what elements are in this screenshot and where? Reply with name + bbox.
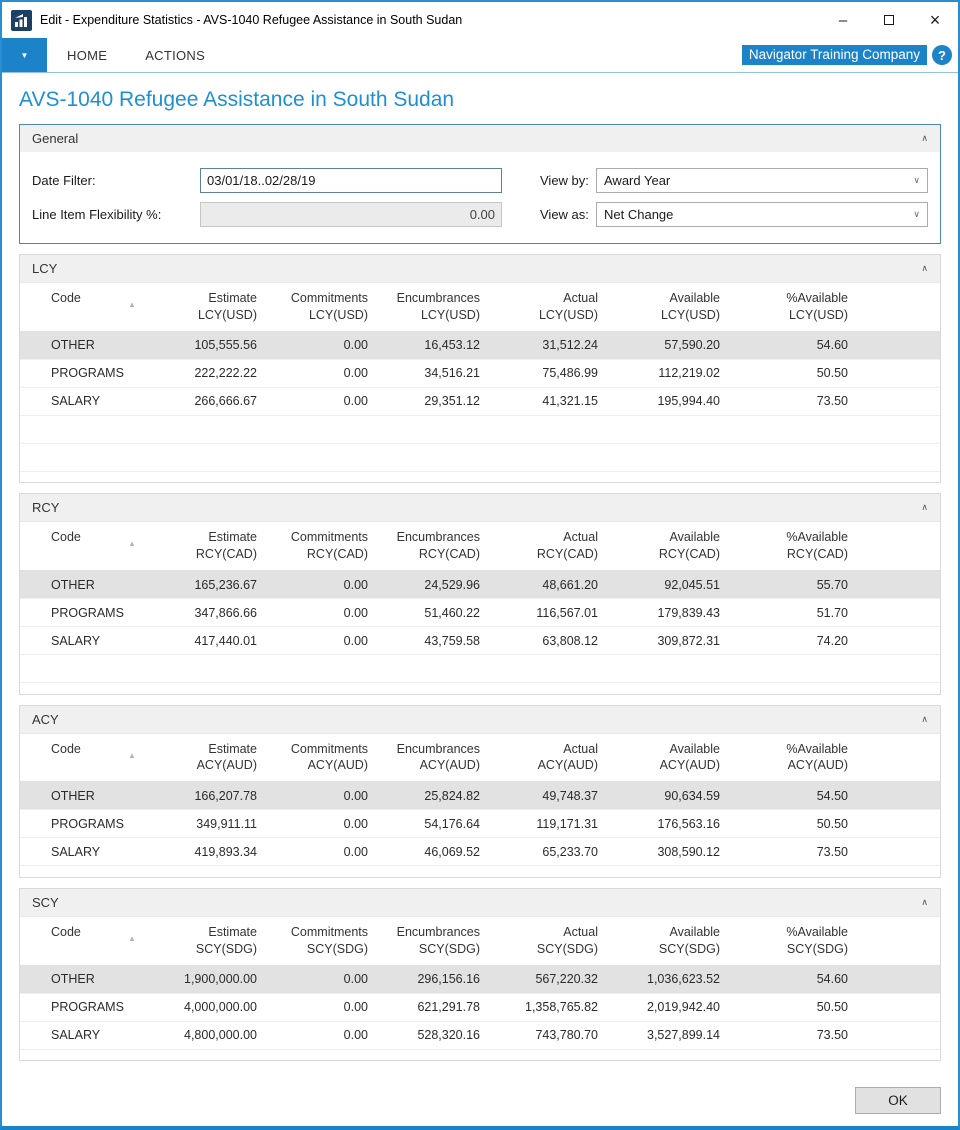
grid-header-row (20, 522, 940, 571)
table-row[interactable] (20, 387, 940, 415)
column-header[interactable] (608, 733, 730, 782)
page-title: AVS-1040 Refugee Assistance in South Sudan (19, 88, 455, 111)
row-code: SALARY (20, 387, 170, 415)
column-label: Code (51, 530, 81, 545)
company-badge[interactable]: Navigator Training Company (742, 45, 927, 65)
flexibility-input (200, 202, 502, 227)
row-value: 51,460.22 (378, 599, 490, 627)
column-label: Code (51, 291, 81, 305)
fasttab-currency (19, 705, 941, 878)
row-code: OTHER (20, 965, 170, 993)
app-menu-button[interactable] (2, 38, 47, 72)
content (2, 73, 958, 1126)
column-header[interactable] (378, 522, 490, 571)
row-value: 50.50 (730, 810, 858, 838)
column-label: Encumbrances (396, 924, 480, 939)
column-header[interactable] (170, 733, 267, 782)
row-value: 24,529.96 (378, 571, 490, 599)
row-value: 116,567.01 (490, 599, 608, 627)
column-currency-label: LCY(USD) (197, 307, 257, 322)
row-value: 57,590.20 (608, 331, 730, 359)
fasttab-header[interactable] (20, 494, 940, 521)
app-menu-arrow-icon: ▼ (20, 50, 29, 60)
row-value: 222,222.22 (170, 359, 267, 387)
column-currency-label: RCY(CAD) (658, 547, 720, 562)
fasttab-label: ACY (32, 711, 59, 727)
column-currency-label: RCY(CAD) (418, 547, 480, 562)
grid-header-row (20, 733, 940, 782)
column-header[interactable] (490, 283, 608, 332)
grid-bottom-pad (20, 683, 940, 694)
column-currency-label: SCY(SDG) (195, 941, 257, 956)
column-currency-label: RCY(CAD) (536, 547, 598, 562)
column-label: Estimate (208, 530, 257, 545)
row-value: 48,661.20 (490, 571, 608, 599)
column-header[interactable] (378, 916, 490, 965)
table-row[interactable] (20, 965, 940, 993)
table-row[interactable] (20, 838, 940, 866)
filler-column (858, 283, 940, 332)
minimize-button[interactable] (820, 2, 866, 38)
column-currency-label: LCY(USD) (538, 307, 598, 322)
row-value: 54.50 (730, 782, 858, 810)
row-value: 50.50 (730, 993, 858, 1021)
column-label: Estimate (208, 741, 257, 756)
row-code: PROGRAMS (20, 599, 170, 627)
column-header[interactable] (267, 283, 378, 332)
row-value: 296,156.16 (378, 965, 490, 993)
sort-ascending-icon: ▲ (128, 933, 136, 943)
row-value: 165,236.67 (170, 571, 267, 599)
column-label: Actual (563, 530, 598, 545)
column-header[interactable] (730, 283, 858, 332)
row-value: 105,555.56 (170, 331, 267, 359)
row-value: 0.00 (267, 599, 378, 627)
row-value: 0.00 (267, 331, 378, 359)
column-header[interactable] (730, 522, 858, 571)
table-row[interactable] (20, 627, 940, 655)
fasttab-label: LCY (32, 261, 58, 276)
row-value: 166,207.78 (170, 782, 267, 810)
row-value: 3,527,899.14 (608, 1021, 730, 1049)
ok-button[interactable]: OK (855, 1087, 941, 1114)
row-value: 528,320.16 (378, 1021, 490, 1049)
chevron-down-icon: ∨ (913, 209, 920, 219)
view-as-dropdown[interactable] (596, 202, 928, 227)
row-value: 49,748.37 (490, 782, 608, 810)
fasttab-header[interactable] (20, 889, 940, 916)
column-label: Commitments (290, 924, 368, 939)
fasttab-currency (19, 493, 941, 694)
footer (2, 1075, 958, 1126)
column-header[interactable] (608, 522, 730, 571)
fasttab-currency (19, 254, 941, 483)
column-label: Available (669, 530, 720, 545)
column-label: Commitments (290, 291, 368, 305)
table-row[interactable] (20, 1021, 940, 1049)
fasttab-header[interactable] (20, 255, 940, 282)
grid-header-row (20, 916, 940, 965)
row-value: 112,219.02 (608, 359, 730, 387)
row-code: SALARY (20, 838, 170, 866)
filler-cell (858, 571, 940, 599)
column-currency-label: RCY(CAD) (786, 547, 848, 562)
column-header[interactable] (20, 522, 170, 571)
row-value: 1,358,765.82 (490, 993, 608, 1021)
column-header[interactable] (730, 733, 858, 782)
column-header[interactable] (170, 522, 267, 571)
row-code: OTHER (20, 331, 170, 359)
row-value: 46,069.52 (378, 838, 490, 866)
view-by-dropdown[interactable] (596, 168, 928, 193)
collapse-chevron-icon: ∧ (921, 502, 928, 513)
column-header[interactable] (730, 916, 858, 965)
column-currency-label: SCY(SDG) (658, 941, 720, 956)
column-label: %Available (786, 291, 848, 305)
column-header[interactable] (608, 283, 730, 332)
column-label: Commitments (290, 741, 368, 756)
column-currency-label: LCY(USD) (788, 307, 848, 322)
column-header[interactable] (490, 522, 608, 571)
titlebar (2, 2, 958, 38)
column-currency-label: LCY(USD) (660, 307, 720, 322)
filler-cell (858, 359, 940, 387)
view-by-value: Award Year (604, 173, 671, 188)
row-value: 34,516.21 (378, 359, 490, 387)
row-value: 65,233.70 (490, 838, 608, 866)
statistics-grid (20, 282, 940, 482)
date-filter-input[interactable] (200, 168, 502, 193)
app-chart-icon (11, 10, 32, 31)
row-value: 417,440.01 (170, 627, 267, 655)
row-value: 349,911.11 (170, 810, 267, 838)
column-currency-label: RCY(CAD) (195, 547, 257, 562)
row-code: PROGRAMS (20, 810, 170, 838)
empty-row (20, 443, 940, 471)
row-value: 63,808.12 (490, 627, 608, 655)
statistics-grid (20, 916, 940, 1060)
column-header[interactable] (378, 283, 490, 332)
column-currency-label: ACY(AUD) (659, 758, 720, 773)
general-body (20, 152, 940, 243)
table-row[interactable] (20, 782, 940, 810)
row-value: 0.00 (267, 387, 378, 415)
column-currency-label: ACY(AUD) (787, 758, 848, 773)
row-value: 567,220.32 (490, 965, 608, 993)
column-label: Encumbrances (396, 291, 480, 305)
empty-row (20, 655, 940, 683)
row-value: 55.70 (730, 571, 858, 599)
filler-cell (858, 782, 940, 810)
column-label: Actual (563, 291, 598, 305)
row-code: PROGRAMS (20, 359, 170, 387)
column-label: Encumbrances (396, 530, 480, 545)
row-value: 43,759.58 (378, 627, 490, 655)
grid-bottom-pad (20, 471, 940, 482)
column-label: Available (669, 741, 720, 756)
column-header[interactable] (608, 916, 730, 965)
column-currency-label: LCY(USD) (308, 307, 368, 322)
help-icon[interactable]: ? (932, 45, 952, 65)
filler-cell (858, 627, 940, 655)
row-value: 0.00 (267, 571, 378, 599)
sort-ascending-icon: ▲ (128, 539, 136, 549)
row-value: 0.00 (267, 359, 378, 387)
column-label: Available (669, 291, 720, 305)
table-row[interactable] (20, 810, 940, 838)
column-label: Estimate (208, 291, 257, 305)
row-value: 347,866.66 (170, 599, 267, 627)
sort-ascending-icon: ▲ (128, 300, 136, 309)
row-value: 74.20 (730, 627, 858, 655)
column-label: Available (669, 924, 720, 939)
row-value: 0.00 (267, 1021, 378, 1049)
row-value: 419,893.34 (170, 838, 267, 866)
row-value: 73.50 (730, 1021, 858, 1049)
collapse-chevron-icon: ∧ (921, 133, 928, 143)
grid-bottom-pad (20, 866, 940, 877)
column-header[interactable] (170, 916, 267, 965)
column-currency-label: SCY(SDG) (536, 941, 598, 956)
row-value: 743,780.70 (490, 1021, 608, 1049)
table-row[interactable] (20, 571, 940, 599)
filler-cell (858, 993, 940, 1021)
maximize-button[interactable] (866, 2, 912, 38)
collapse-chevron-icon: ∧ (921, 896, 928, 907)
row-value: 0.00 (267, 627, 378, 655)
filler-column (858, 733, 940, 782)
fasttab-label: SCY (32, 894, 59, 910)
filler-cell (858, 331, 940, 359)
fasttab-header[interactable] (20, 706, 940, 733)
tab-actions[interactable]: ACTIONS (145, 47, 206, 63)
statistics-grid (20, 733, 940, 877)
statistics-grid (20, 521, 940, 693)
fasttab-general (19, 124, 941, 244)
column-label: Actual (563, 924, 598, 939)
column-label: %Available (786, 530, 848, 545)
column-label: %Available (786, 924, 848, 939)
minimize-icon: – (838, 11, 848, 29)
column-header[interactable] (267, 916, 378, 965)
window-controls (820, 2, 958, 38)
row-code: SALARY (20, 627, 170, 655)
row-value: 73.50 (730, 387, 858, 415)
grid-bottom-pad (20, 1049, 940, 1060)
column-label: Commitments (290, 530, 368, 545)
column-label: %Available (786, 741, 848, 756)
window-title: Edit - Expenditure Statistics - AVS-1040 Refugee Assistance in South Sudan (40, 13, 463, 27)
row-code: OTHER (20, 571, 170, 599)
column-header[interactable] (267, 522, 378, 571)
date-filter-label: Date Filter: (32, 173, 96, 188)
grid-header-row (20, 283, 940, 332)
row-value: 195,994.40 (608, 387, 730, 415)
row-value: 2,019,942.40 (608, 993, 730, 1021)
close-button[interactable] (912, 2, 958, 38)
column-header[interactable] (20, 916, 170, 965)
ribbon (2, 38, 958, 73)
column-label: Encumbrances (396, 741, 480, 756)
filler-column (858, 916, 940, 965)
fasttab-currency (19, 888, 941, 1061)
column-header[interactable] (20, 733, 170, 782)
row-value: 4,000,000.00 (170, 993, 267, 1021)
table-row[interactable] (20, 599, 940, 627)
fasttab-general-label: General (32, 131, 79, 146)
column-currency-label: RCY(CAD) (306, 547, 368, 562)
column-label: Estimate (208, 924, 257, 939)
column-header[interactable] (170, 283, 267, 332)
column-currency-label: ACY(AUD) (419, 758, 480, 773)
row-value: 25,824.82 (378, 782, 490, 810)
filler-cell (858, 965, 940, 993)
column-header[interactable] (267, 733, 378, 782)
tab-home[interactable]: HOME (67, 47, 108, 63)
view-as-value: Net Change (604, 207, 674, 222)
flexibility-label: Line Item Flexibility %: (32, 207, 162, 222)
column-header[interactable] (490, 916, 608, 965)
row-value: 54,176.64 (378, 810, 490, 838)
filler-cell (858, 810, 940, 838)
row-value: 0.00 (267, 838, 378, 866)
sort-ascending-icon: ▲ (128, 750, 136, 760)
row-value: 1,036,623.52 (608, 965, 730, 993)
column-currency-label: SCY(SDG) (306, 941, 368, 956)
row-value: 41,321.15 (490, 387, 608, 415)
column-label: Code (51, 924, 81, 939)
row-value: 16,453.12 (378, 331, 490, 359)
maximize-icon (884, 15, 894, 25)
column-label: Actual (563, 741, 598, 756)
row-value: 29,351.12 (378, 387, 490, 415)
column-currency-label: SCY(SDG) (418, 941, 480, 956)
filler-cell (858, 599, 940, 627)
column-currency-label: LCY(USD) (420, 307, 480, 322)
row-code: SALARY (20, 1021, 170, 1049)
row-value: 50.50 (730, 359, 858, 387)
collapse-chevron-icon: ∧ (921, 713, 928, 724)
ribbon-right (742, 45, 958, 65)
row-code: OTHER (20, 782, 170, 810)
view-by-label: View by: (540, 173, 589, 188)
filler-cell (858, 387, 940, 415)
row-value: 90,634.59 (608, 782, 730, 810)
close-icon: × (929, 9, 941, 30)
column-currency-label: ACY(AUD) (307, 758, 368, 773)
table-row[interactable] (20, 993, 940, 1021)
filler-cell (858, 838, 940, 866)
fasttab-label: RCY (32, 500, 60, 516)
filler-column (858, 522, 940, 571)
row-value: 92,045.51 (608, 571, 730, 599)
collapse-chevron-icon: ∧ (921, 263, 928, 273)
column-label: Code (51, 741, 81, 756)
row-value: 119,171.31 (490, 810, 608, 838)
row-value: 176,563.16 (608, 810, 730, 838)
row-value: 179,839.43 (608, 599, 730, 627)
row-value: 0.00 (267, 965, 378, 993)
sections (2, 254, 958, 1071)
row-value: 54.60 (730, 331, 858, 359)
row-code: PROGRAMS (20, 993, 170, 1021)
column-currency-label: SCY(SDG) (786, 941, 848, 956)
row-value: 309,872.31 (608, 627, 730, 655)
row-value: 308,590.12 (608, 838, 730, 866)
table-row[interactable] (20, 331, 940, 359)
row-value: 0.00 (267, 810, 378, 838)
row-value: 73.50 (730, 838, 858, 866)
row-value: 54.60 (730, 965, 858, 993)
row-value: 31,512.24 (490, 331, 608, 359)
row-value: 75,486.99 (490, 359, 608, 387)
row-value: 621,291.78 (378, 993, 490, 1021)
row-value: 51.70 (730, 599, 858, 627)
column-currency-label: ACY(AUD) (196, 758, 257, 773)
column-currency-label: ACY(AUD) (537, 758, 598, 773)
table-row[interactable] (20, 359, 940, 387)
row-value: 4,800,000.00 (170, 1021, 267, 1049)
column-header[interactable] (490, 733, 608, 782)
column-header[interactable] (378, 733, 490, 782)
row-value: 266,666.67 (170, 387, 267, 415)
row-value: 0.00 (267, 993, 378, 1021)
chevron-down-icon: ∨ (913, 175, 920, 185)
fasttab-general-header[interactable] (20, 125, 940, 152)
row-value: 0.00 (267, 782, 378, 810)
view-as-label: View as: (540, 207, 589, 222)
row-value: 1,900,000.00 (170, 965, 267, 993)
column-header[interactable] (20, 283, 170, 332)
filler-cell (858, 1021, 940, 1049)
empty-row (20, 415, 940, 443)
ribbon-tabs (67, 48, 205, 63)
